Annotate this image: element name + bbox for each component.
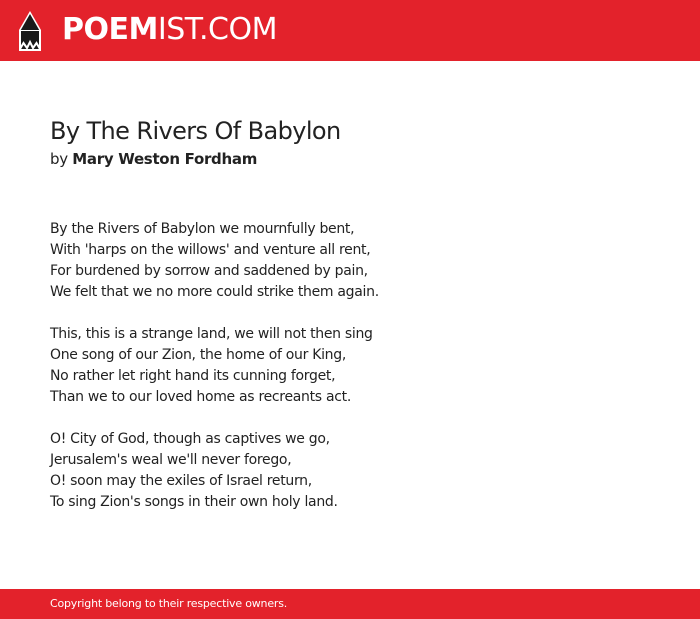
poem-line: O! soon may the exiles of Israel return, (50, 473, 312, 489)
poem-title: By The Rivers Of Babylon (50, 117, 341, 145)
site-logo[interactable] (62, 13, 277, 47)
poem-line: By the Rivers of Babylon we mournfully bent, (50, 221, 355, 237)
brand-bold-text: POEM (62, 12, 158, 47)
author-name: Mary Weston Fordham (72, 150, 258, 168)
stanza (50, 219, 490, 303)
poem-line: We felt that we no more could strike them again. (50, 284, 379, 300)
site-header (0, 0, 700, 61)
poem-line: To sing Zion's songs in their own holy land. (50, 494, 338, 510)
poem-line: Jerusalem's weal we'll never forego, (50, 452, 292, 468)
by-prefix: by (50, 150, 68, 168)
poem-line: Than we to our loved home as recreants act. (50, 389, 351, 405)
poem-line: One song of our Zion, the home of our King, (50, 347, 346, 363)
poem-line: For burdened by sorrow and saddened by pain, (50, 263, 368, 279)
copyright-notice: Copyright belong to their respective owners. (50, 597, 288, 610)
poem-body (50, 219, 490, 534)
byline (50, 149, 257, 169)
site-footer (0, 589, 700, 619)
poem-line: This, this is a strange land, we will not then sing (50, 326, 373, 342)
stanza (50, 324, 490, 408)
poem-line: No rather let right hand its cunning forget, (50, 368, 336, 384)
poem-line: O! City of God, though as captives we go, (50, 431, 330, 447)
stanza (50, 429, 490, 513)
poem-line: With 'harps on the willows' and venture all rent, (50, 242, 371, 258)
pencil-icon[interactable] (18, 10, 42, 52)
brand-light-text: IST.COM (157, 12, 277, 47)
